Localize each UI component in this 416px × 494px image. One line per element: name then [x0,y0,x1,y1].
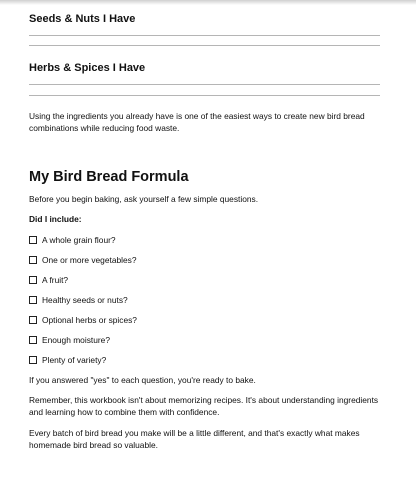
checkbox[interactable] [29,356,37,364]
checkbox[interactable] [29,296,37,304]
checklist-item-label: Optional herbs or spices? [42,315,137,325]
checklist-title: Did I include: [29,214,82,224]
checkbox[interactable] [29,256,37,264]
checkbox[interactable] [29,276,37,284]
checkbox[interactable] [29,236,37,244]
checklist-item [29,354,106,366]
checklist-item-label: A whole grain flour? [42,235,116,245]
checklist-item-label: Enough moisture? [42,335,110,345]
checklist-item [29,314,137,326]
checklist-item [29,234,116,246]
checklist-item-label: Healthy seeds or nuts? [42,295,128,305]
checklist-item [29,274,68,286]
formula-lead-text: Before you begin baking, ask yourself a few simple questions. [29,194,259,204]
write-line[interactable] [29,35,380,36]
remember-paragraph: Remember, this workbook isn't about memorizing recipes. It's about understanding ingredients and learning how to combine them with confidence. [29,395,379,417]
checklist-item-label: Plenty of variety? [42,355,107,365]
closing-paragraph: Every batch of bird bread you make will be a little different, and that's exactly what makes homemade bird bread so valuable. [29,428,360,450]
herbs-spices-heading: Herbs & Spices I Have [29,62,146,74]
checklist-item [29,294,128,306]
checklist-item-label: One or more vegetables? [42,255,137,265]
checklist-item [29,334,110,346]
checkbox[interactable] [29,336,37,344]
checklist-item-label: A fruit? [42,275,69,285]
write-line[interactable] [29,45,380,46]
checkbox[interactable] [29,316,37,324]
page-top-shadow [0,0,416,5]
ready-to-bake-text: If you answered "yes" to each question, you're ready to bake. [29,375,256,385]
write-line[interactable] [29,95,380,96]
seeds-nuts-heading: Seeds & Nuts I Have [29,13,136,25]
checklist-item [29,254,137,266]
write-line[interactable] [29,84,380,85]
ingredients-intro-paragraph: Using the ingredients you already have is one of the easiest ways to create new bird bread combinations while reducing food waste. [29,111,365,133]
formula-title: My Bird Bread Formula [29,169,189,185]
